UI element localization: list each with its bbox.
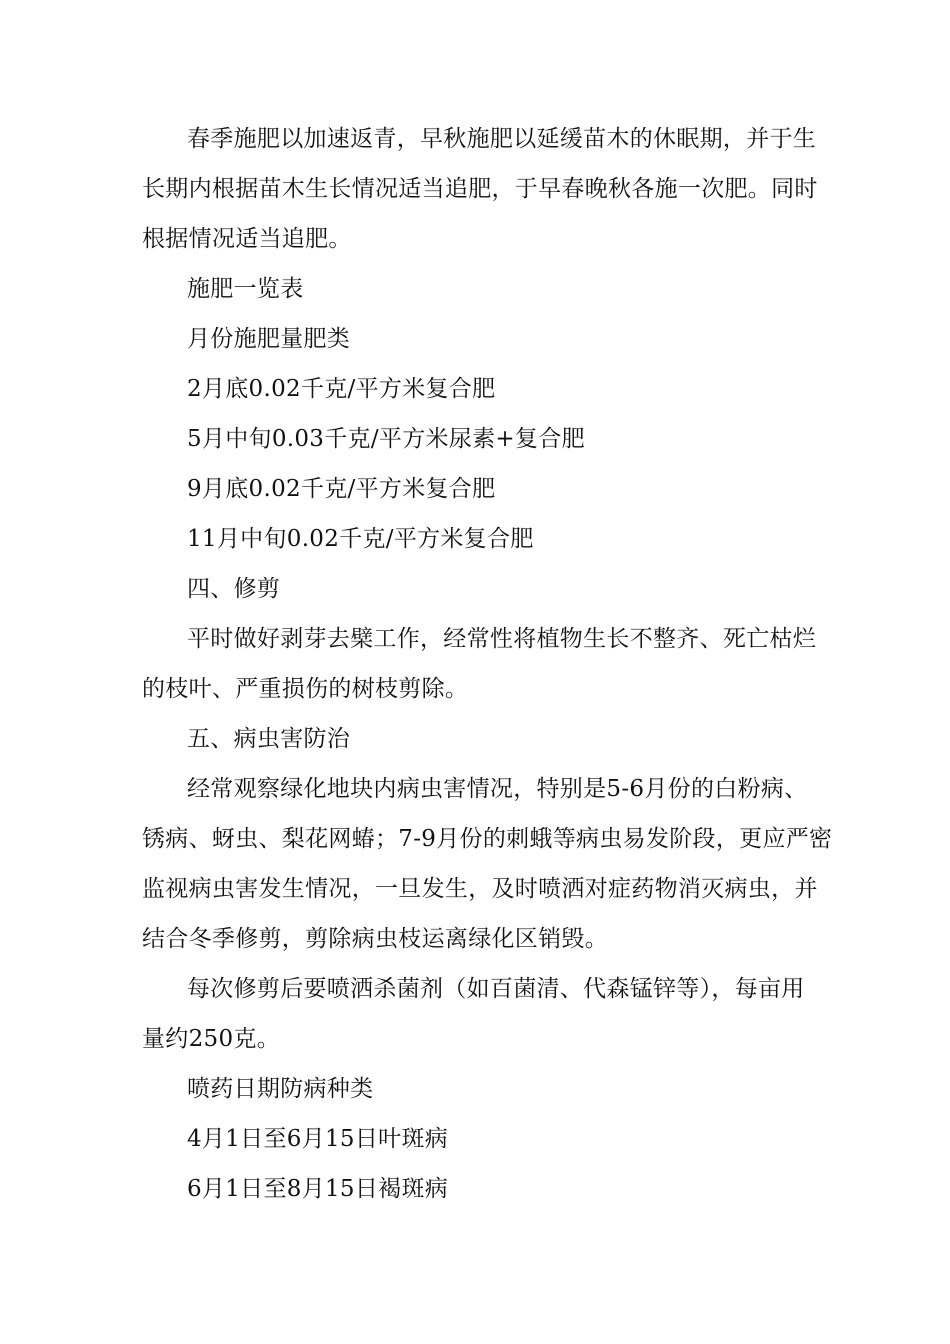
spray-table-header: 喷药日期防病种类 [187, 1076, 374, 1102]
paragraph-pest-line-2: 锈病、蚜虫、梨花网蝽；7-9月份的刺蛾等病虫易发阶段，更应严密 [142, 826, 833, 852]
paragraph-pruning-line-1: 平时做好剥芽去檗工作，经常性将植物生长不整齐、死亡枯烂 [187, 626, 817, 652]
paragraph-pest-line-4: 结合冬季修剪，剪除病虫枝运离绿化区销毁。 [142, 926, 608, 952]
fertilizer-table-title: 施肥一览表 [187, 276, 304, 302]
paragraph-pest-line-1: 经常观察绿化地块内病虫害情况，特别是5-6月份的白粉病、 [187, 776, 808, 802]
paragraph-fertilizing-line-1: 春季施肥以加速返青，早秋施肥以延缓苗木的休眠期，并于生 [187, 126, 817, 152]
spray-table-row: 4月1日至6月15日叶斑病 [187, 1126, 449, 1152]
paragraph-fungicide-line-2: 量约250克。 [142, 1026, 280, 1052]
fertilizer-table-row: 2月底0.02千克/平方米复合肥 [187, 376, 496, 402]
section-heading-pruning: 四、修剪 [187, 576, 281, 602]
fertilizer-table-header: 月份施肥量肥类 [187, 326, 351, 352]
paragraph-fertilizing-line-3: 根据情况适当追肥。 [142, 226, 352, 252]
fertilizer-table-row: 11月中旬0.02千克/平方米复合肥 [187, 526, 534, 552]
spray-table-row: 6月1日至8月15日褐斑病 [187, 1176, 449, 1202]
paragraph-pruning-line-2: 的枝叶、严重损伤的树枝剪除。 [142, 676, 469, 702]
paragraph-pest-line-3: 监视病虫害发生情况，一旦发生，及时喷洒对症药物消灭病虫，并 [142, 876, 818, 902]
fertilizer-table-row: 5月中旬0.03千克/平方米尿素+复合肥 [187, 426, 585, 452]
fertilizer-table-row: 9月底0.02千克/平方米复合肥 [187, 476, 496, 502]
section-heading-pest-control: 五、病虫害防治 [187, 726, 351, 752]
paragraph-fertilizing-line-2: 长期内根据苗木生长情况适当追肥，于早春晚秋各施一次肥。同时 [142, 176, 818, 202]
paragraph-fungicide-line-1: 每次修剪后要喷洒杀菌剂（如百菌清、代森锰锌等），每亩用 [187, 976, 805, 1002]
